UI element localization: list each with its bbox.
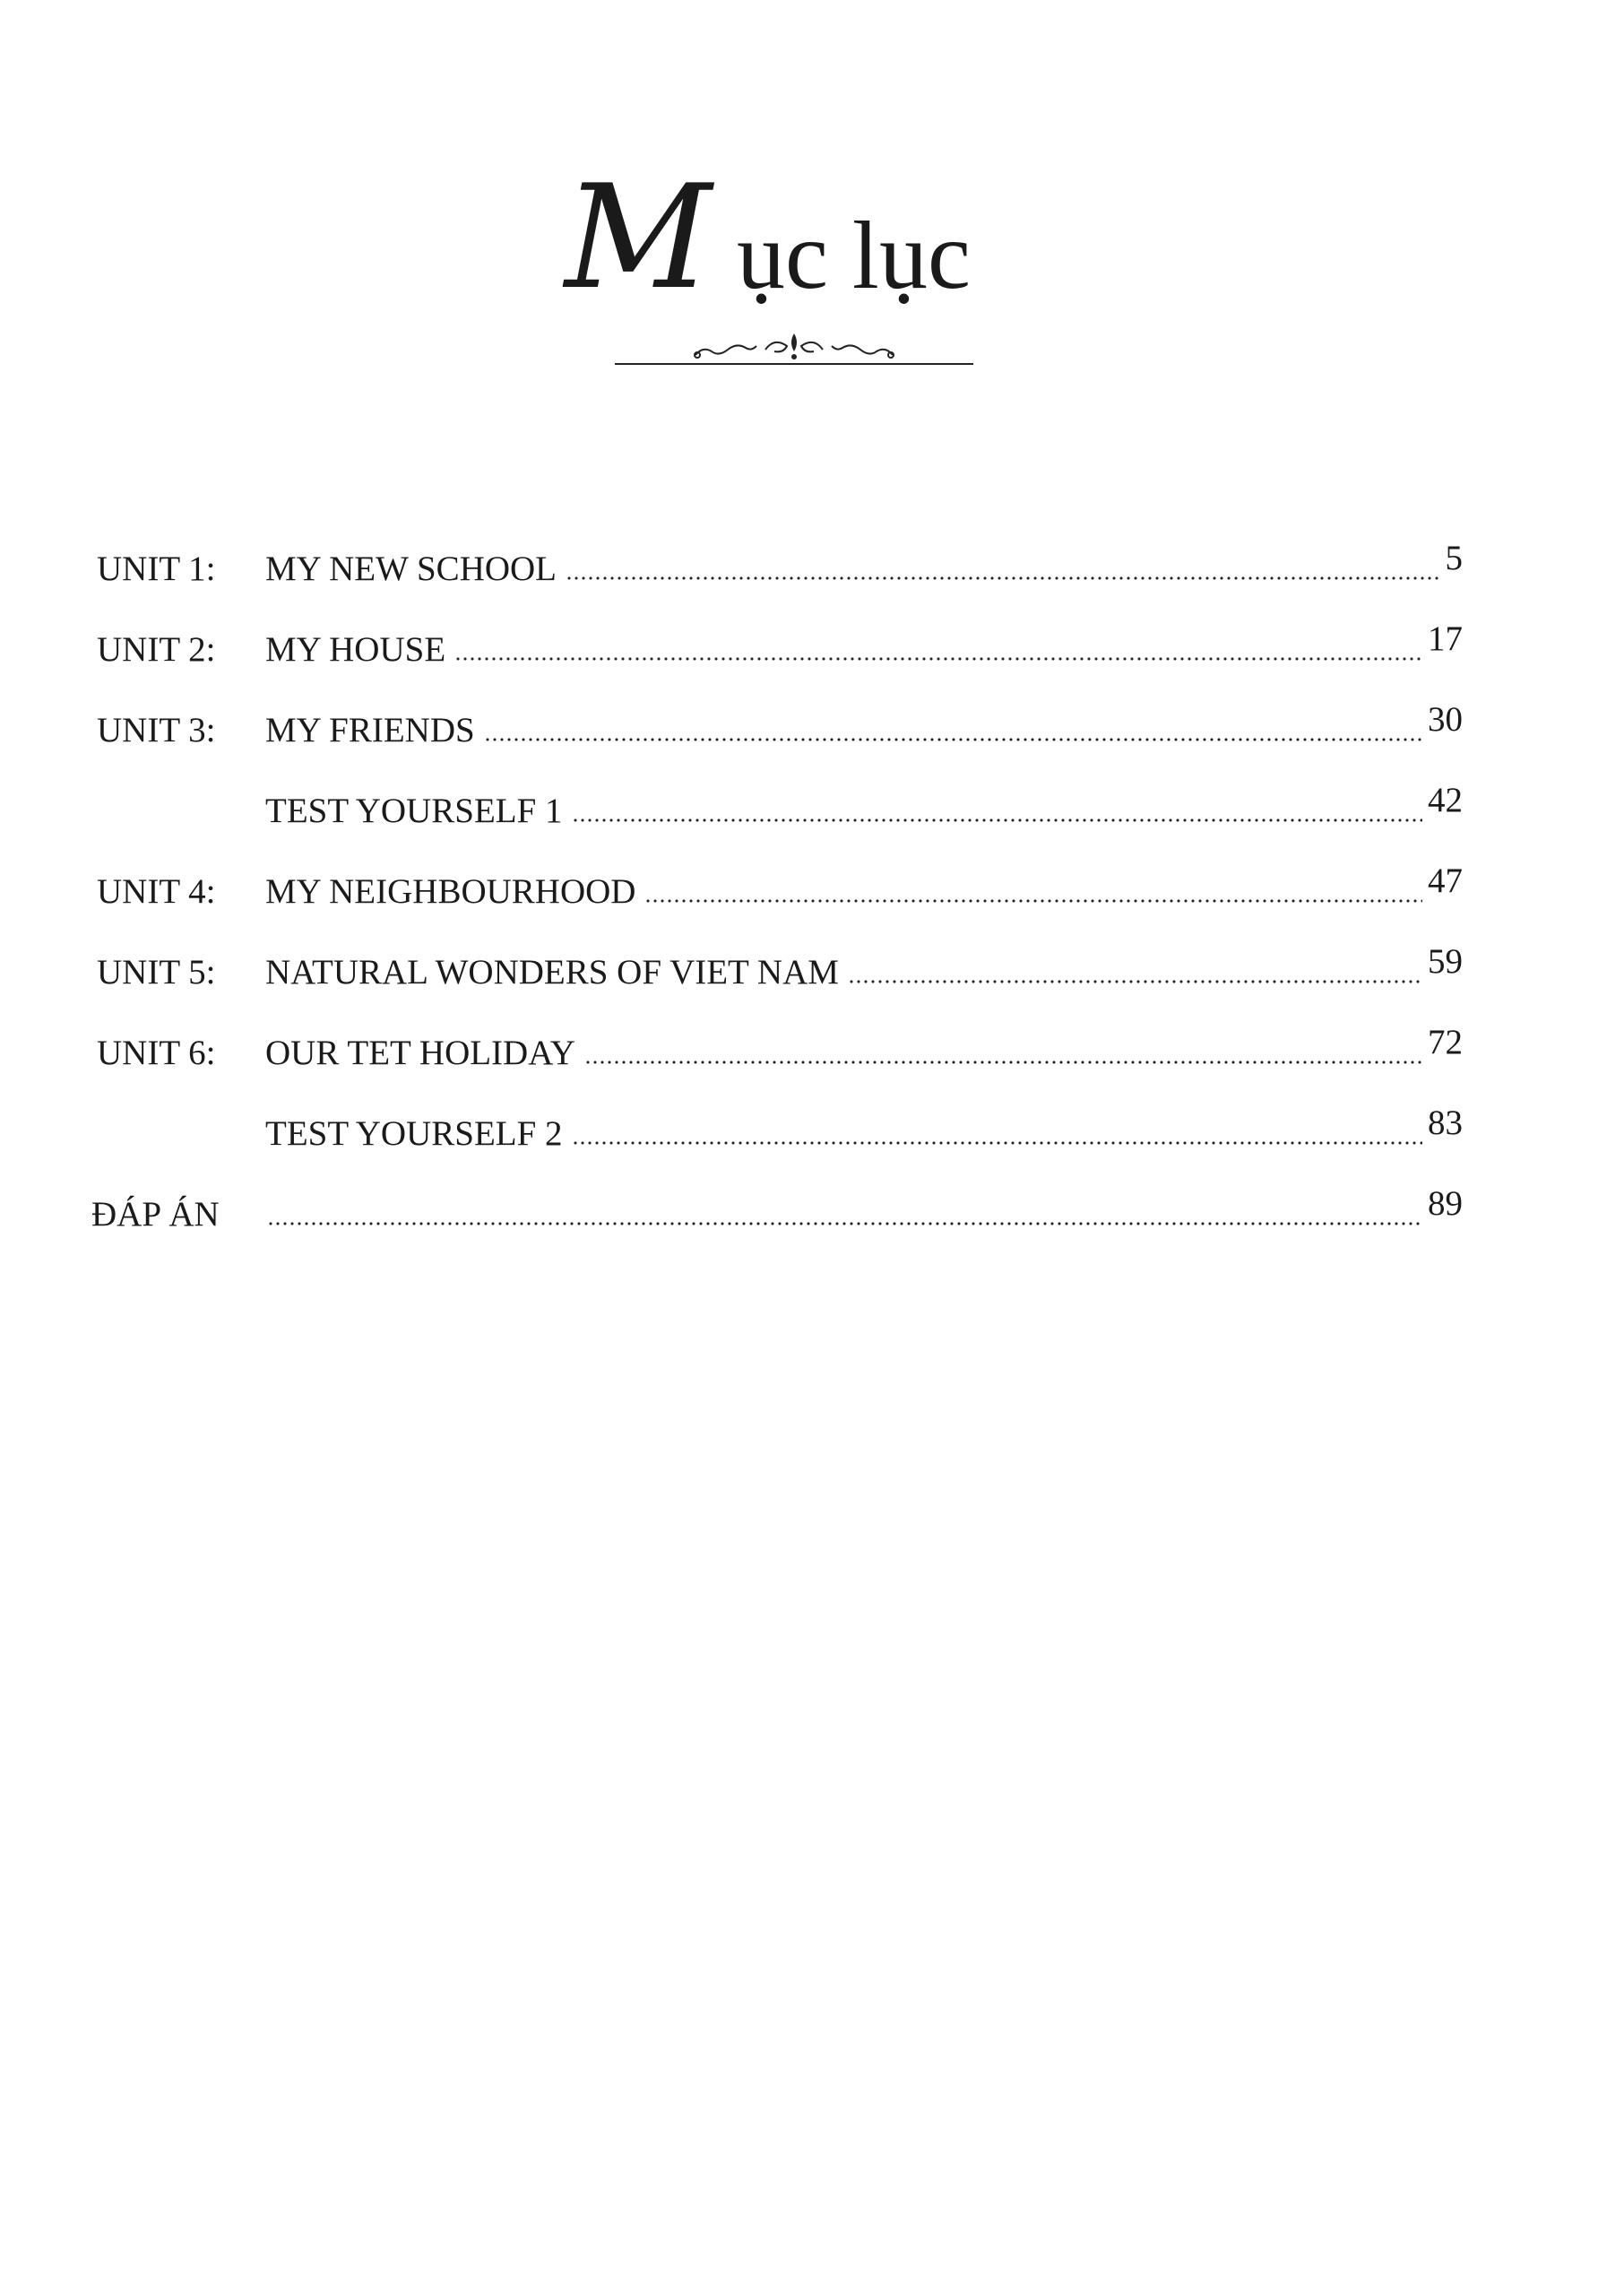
toc-unit-label: UNIT 3: (97, 711, 216, 749)
toc-unit-label: UNIT 6: (97, 1034, 216, 1072)
toc-dot-leader (572, 817, 1422, 824)
toc-dot-leader (566, 575, 1439, 582)
toc-entry-unit-3[interactable] (0, 700, 1624, 758)
toc-dot-leader (454, 655, 1422, 662)
toc-dot-leader (584, 1059, 1422, 1066)
toc-page-number: 17 (1428, 619, 1463, 658)
toc-entry-test-yourself-2[interactable] (0, 1104, 1624, 1161)
toc-page-number: 72 (1428, 1023, 1463, 1061)
toc-unit-label: UNIT 4: (97, 872, 216, 911)
toc-unit-label: UNIT 5: (97, 953, 216, 991)
toc-entry-title: OUR TET HOLIDAY (265, 1034, 575, 1072)
toc-entry-title: NATURAL WONDERS OF VIET NAM (265, 953, 839, 991)
page-title-text: ục lục (737, 203, 971, 309)
toc-unit-label: UNIT 1: (97, 550, 216, 588)
toc-page-number: 5 (1445, 539, 1463, 577)
toc-entry-title: MY NEW SCHOOL (265, 550, 557, 588)
toc-dot-leader (267, 1220, 1422, 1227)
toc-page-number: 59 (1428, 942, 1463, 981)
toc-entry-unit-1[interactable] (0, 539, 1624, 596)
toc-entry-answer-key[interactable] (0, 1184, 1624, 1242)
toc-unit-label: UNIT 2: (97, 630, 216, 669)
toc-entry-title: MY FRIENDS (265, 711, 475, 749)
toc-page-number: 47 (1428, 861, 1463, 900)
toc-entry-unit-5[interactable] (0, 942, 1624, 1000)
toc-entry-unit-6[interactable] (0, 1023, 1624, 1080)
toc-page-number: 83 (1428, 1104, 1463, 1142)
toc-entry-test-yourself-1[interactable] (0, 781, 1624, 838)
toc-entry-title: TEST YOURSELF 1 (265, 792, 563, 830)
toc-dot-leader (644, 897, 1422, 905)
title-ornament (615, 319, 973, 373)
page-title-initial: M (565, 153, 712, 321)
toc-page-number: 42 (1428, 781, 1463, 819)
toc-page-number: 30 (1428, 700, 1463, 739)
toc-entry-title: TEST YOURSELF 2 (265, 1114, 563, 1153)
toc-dot-leader (848, 978, 1422, 985)
page-title (0, 153, 1624, 321)
toc-entry-title: MY NEIGHBOURHOOD (265, 872, 636, 911)
toc-page-number: 89 (1428, 1184, 1463, 1223)
toc-unit-label: ĐÁP ÁN (91, 1195, 220, 1234)
toc-dot-leader (484, 736, 1422, 743)
toc-entry-title: MY HOUSE (265, 630, 446, 669)
toc-entry-unit-2[interactable] (0, 619, 1624, 677)
toc-dot-leader (572, 1139, 1422, 1147)
toc-entry-unit-4[interactable] (0, 861, 1624, 919)
